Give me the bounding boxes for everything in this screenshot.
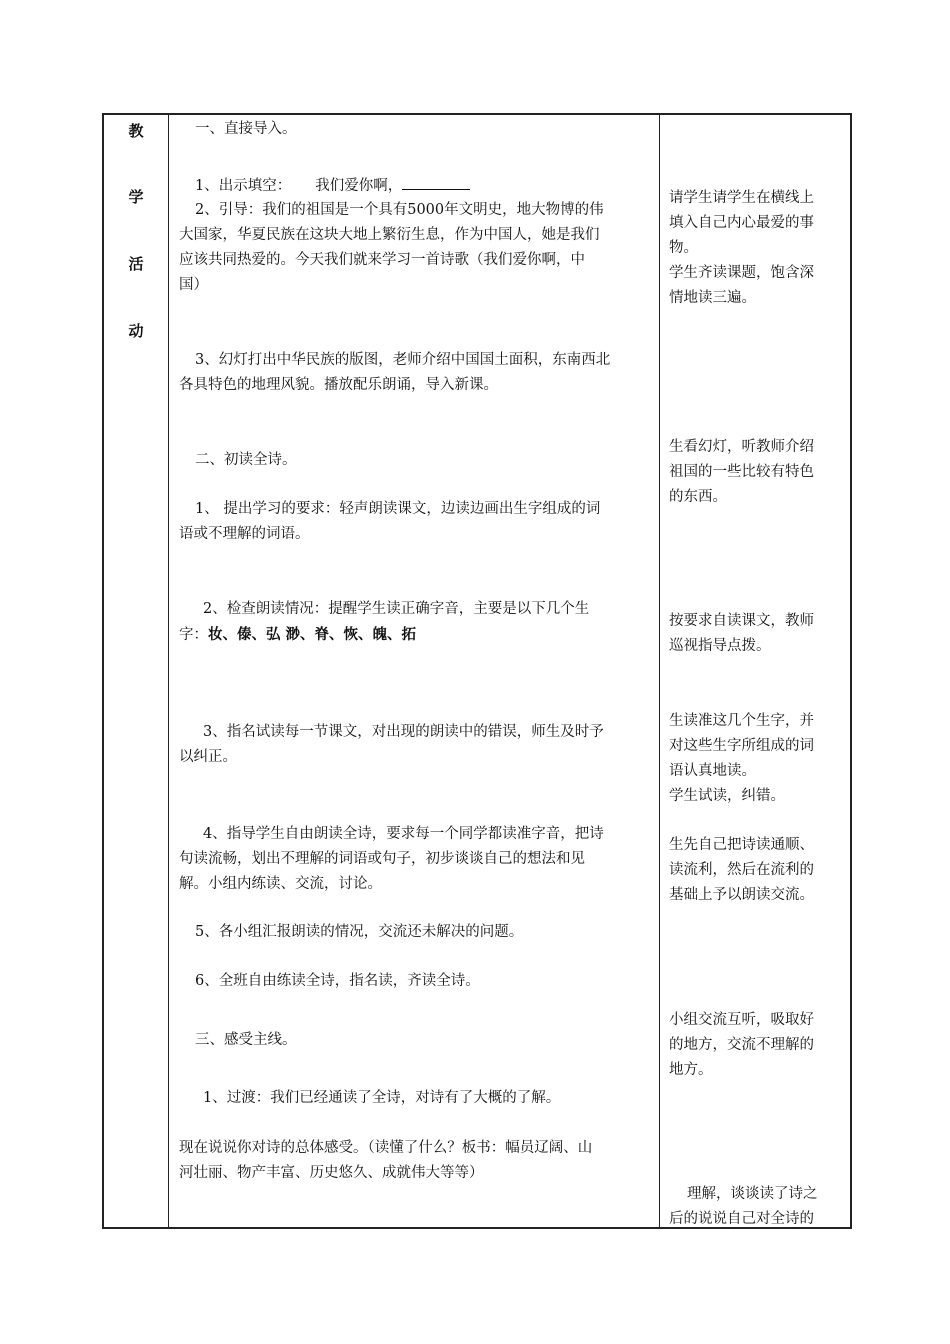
heading-char: 学 bbox=[128, 188, 144, 206]
side-text-line: 情地读三遍。 bbox=[669, 290, 756, 306]
side-text-line: 请学生请学生在横线上 bbox=[669, 190, 814, 206]
text-line: 4、指导学生自由朗读全诗，要求每一个同学都读准字音，把诗 bbox=[203, 826, 604, 842]
side-text-line: 对这些生字所组成的词 bbox=[669, 738, 814, 754]
text-line: 句读流畅，划出不理解的词语或句子，初步谈谈自己的想法和见 bbox=[179, 851, 585, 867]
side-text-line: 物。 bbox=[669, 240, 698, 256]
section-heading-column bbox=[104, 115, 168, 1227]
side-text-line: 填入自己内心最爱的事 bbox=[669, 215, 814, 231]
blank-underline bbox=[402, 173, 470, 190]
side-text-line: 语认真地读。 bbox=[669, 763, 756, 779]
side-text-line: 学生试读，纠错。 bbox=[669, 788, 785, 804]
heading-char: 教 bbox=[128, 122, 144, 140]
text-line: 应该共同热爱的。今天我们就来学习一首诗歌（我们爱你啊，中 bbox=[179, 252, 585, 268]
fill-blank-text: 我们爱你啊， bbox=[315, 178, 403, 194]
text-line: 1、 提出学习的要求：轻声朗读课文，边读边画出生字组成的词 bbox=[195, 501, 601, 517]
section-title-import: 一、直接导入。 bbox=[195, 121, 297, 137]
text-line: 现在说说你对诗的总体感受。（读懂了什么？板书：幅员辽阔、山 bbox=[179, 1140, 593, 1156]
side-text-line: 小组交流互听，吸取好 bbox=[669, 1012, 814, 1028]
new-characters-prefix: 字： bbox=[179, 627, 208, 643]
new-characters: 妆、傣、弘 渺、脊、恢、魄、拓 bbox=[208, 626, 417, 643]
fill-blank-line bbox=[195, 173, 470, 199]
side-text-line: 生看幻灯，听教师介绍 bbox=[669, 439, 814, 455]
side-text-line: 学生齐读课题，饱含深 bbox=[669, 265, 814, 281]
side-text-line: 按要求自读课文，教师 bbox=[669, 613, 814, 629]
text-line: 以纠正。 bbox=[179, 749, 237, 765]
heading-char: 动 bbox=[128, 322, 144, 340]
side-text-line: 的地方，交流不理解的 bbox=[669, 1037, 814, 1053]
text-line: 各具特色的地理风貌。播放配乐朗诵，导入新课。 bbox=[179, 377, 498, 393]
heading-char: 活 bbox=[128, 255, 144, 273]
text-line: 大国家，华夏民族在这块大地上繁衍生息，作为中国人，她是我们 bbox=[179, 227, 600, 243]
side-text-line: 后的说说自己对全诗的 bbox=[669, 1211, 814, 1227]
side-text-line: 地方。 bbox=[669, 1062, 713, 1078]
text-line: 3、幻灯打出中华民族的版图，老师介绍中国国土面积，东南西北 bbox=[195, 352, 611, 368]
text-line: 1、过渡：我们已经通读了全诗，对诗有了大概的了解。 bbox=[203, 1090, 561, 1106]
text-line: 2、检查朗读情况：提醒学生读正确字音，主要是以下几个生 bbox=[203, 601, 590, 617]
text-line: 2、引导：我们的祖国是一个具有5000年文明史，地大物博的伟 bbox=[195, 202, 604, 218]
text-line: 5、各小组汇报朗读的情况，交流还未解决的问题。 bbox=[195, 924, 524, 940]
fill-blank-label: 1、出示填空： bbox=[195, 178, 292, 194]
new-characters-line bbox=[179, 622, 416, 648]
side-text-line: 的东西。 bbox=[669, 489, 727, 505]
side-text-line: 生先自己把诗读通顺、 bbox=[669, 837, 814, 853]
lesson-plan-table bbox=[102, 113, 852, 1229]
section-title-first-reading: 二、初读全诗。 bbox=[195, 452, 297, 468]
side-text-line: 读流利，然后在流利的 bbox=[669, 862, 814, 878]
text-line: 河壮丽、物产丰富、历史悠久、成就伟大等等） bbox=[179, 1165, 484, 1181]
column-divider-1 bbox=[168, 115, 169, 1227]
side-text-line: 祖国的一些比较有特色 bbox=[669, 464, 814, 480]
side-text-line: 巡视指导点拨。 bbox=[669, 638, 771, 654]
section-title-main-theme: 三、感受主线。 bbox=[195, 1032, 297, 1048]
text-line: 语或不理解的词语。 bbox=[179, 526, 310, 542]
text-line: 6、全班自由练读全诗，指名读，齐读全诗。 bbox=[195, 973, 480, 989]
text-line: 国） bbox=[179, 277, 208, 293]
column-divider-2 bbox=[659, 115, 660, 1227]
text-line: 3、指名试读每一节课文，对出现的朗读中的错误，师生及时予 bbox=[203, 724, 604, 740]
side-text-line: 生读准这几个生字，并 bbox=[669, 713, 814, 729]
text-line: 解。小组内练读、交流，讨论。 bbox=[179, 876, 382, 892]
side-text-line: 基础上予以朗读交流。 bbox=[669, 887, 814, 903]
side-text-line: 理解，谈谈读了诗之 bbox=[687, 1186, 818, 1202]
